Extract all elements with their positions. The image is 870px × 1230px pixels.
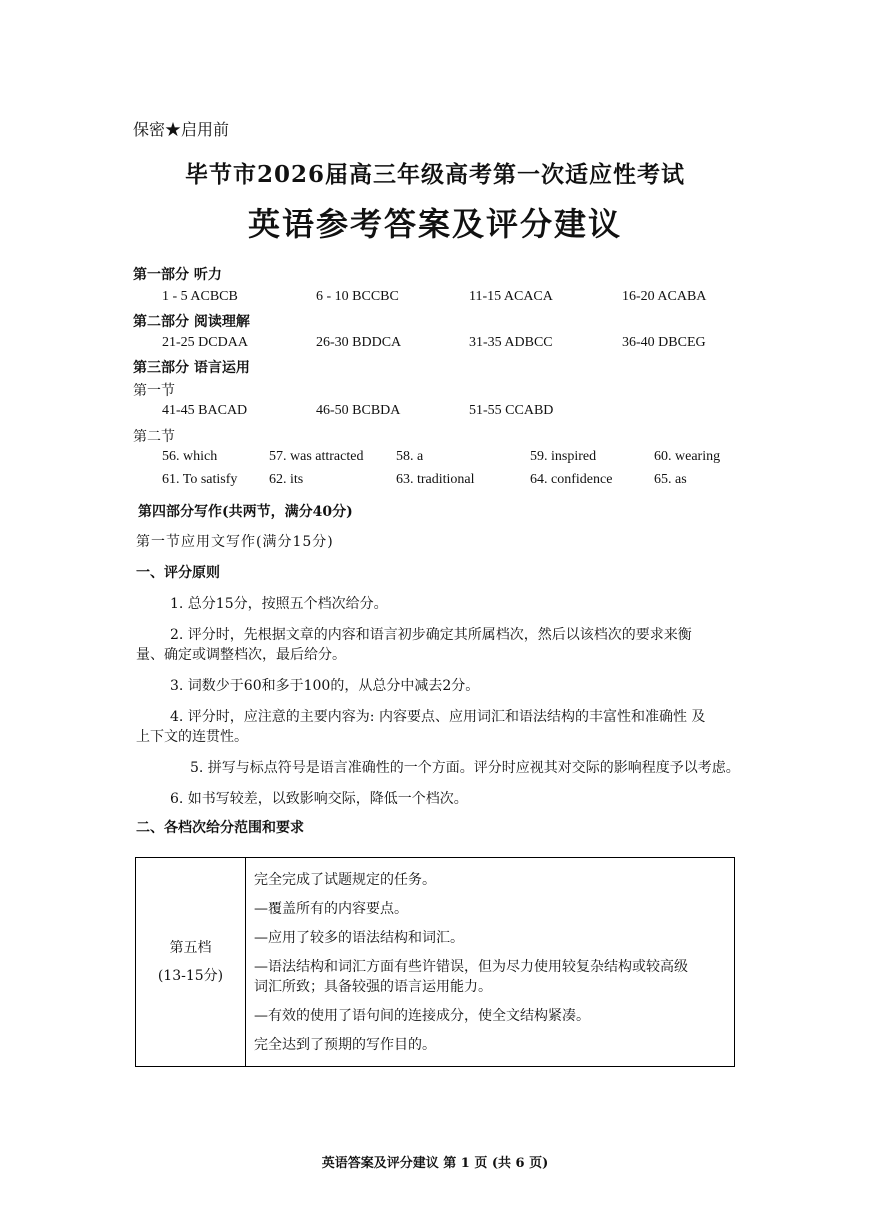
answer-group: 6 - 10 BCCBC [316,289,399,304]
answer-group: 51-55 CCABD [469,403,554,418]
requirement-item: —语法结构和词汇方面有些许错误，但为尽力使用较复杂结构或较高级 词汇所致；具备较强的语言运用能力。 [254,958,688,995]
fill-answer: 60. wearing [654,449,721,464]
requirement-item: —应用了较多的语法结构和词汇。 [254,929,464,946]
part4-heading: 第四部分写作(共两节，满分40分) [138,504,353,520]
section1-label: 第一节 [133,383,175,399]
answer-group: 46-50 BCBDA [316,403,401,418]
section2-label: 第二节 [133,429,175,445]
fill-answer: 64. confidence [530,472,613,487]
principle-item: 3. 词数少于60和多于100的，从总分中减去2分。 [170,678,480,694]
part1-heading: 第一部分 听力 [133,267,222,283]
part3-heading: 第三部分 语言运用 [133,360,250,376]
requirement-item: —有效的使用了语句间的连接成分，使全文结构紧凑。 [254,1007,590,1024]
fill-answer: 61. To satisfy [162,472,238,487]
answer-group: 26-30 BDDCA [316,335,402,350]
principle-item: 4. 评分时，应注意的主要内容为: 内容要点、应用词汇和语法结构的丰富性和准确性 及 [170,709,706,725]
answer-group: 41-45 BACAD [162,403,248,418]
page-footer: 英语答案及评分建议 第 1 页 (共 6 页) [321,1156,549,1171]
answer-group: 16-20 ACABA [622,289,707,304]
levels-heading: 二、各档次给分范围和要求 [136,820,304,836]
confidential-label: 保密★启用前 [133,120,230,139]
fill-answer: 57. was attracted [269,449,364,464]
grading-table [135,857,735,1067]
answer-group: 31-35 ADBCC [469,335,553,350]
requirements-cell [246,858,735,1067]
fill-answer: 56. which [162,449,218,464]
principle-item-continued: 量、确定或调整档次，最后给分。 [136,647,346,663]
principle-item: 6. 如书写较差，以致影响交际，降低一个档次。 [170,791,468,807]
fill-answer: 63. traditional [396,472,475,487]
requirement-item: 完全完成了试题规定的任务。 [254,871,436,888]
fill-answer: 58. a [396,449,424,464]
answer-group: 21-25 DCDAA [162,335,248,350]
fill-answer: 62. its [269,472,304,487]
requirement-item: 完全达到了预期的写作目的。 [254,1036,436,1053]
level-cell [136,858,246,1067]
level-range: (13-15分) [157,968,224,984]
principle-item: 1. 总分15分，按照五个档次给分。 [170,596,388,612]
writing-section1-heading: 第一节应用文写作(满分15分) [136,534,334,550]
principle-item: 2. 评分时，先根据文章的内容和语言初步确定其所属档次，然后以该档次的要求来衡 [170,627,692,643]
answer-group: 1 - 5 ACBCB [162,289,238,304]
principles-heading: 一、评分原则 [136,565,220,581]
requirement-item: —覆盖所有的内容要点。 [254,900,408,917]
principle-item-continued: 上下文的连贯性。 [136,729,248,745]
document-title: 英语参考答案及评分建议 [247,205,622,243]
answer-group: 11-15 ACACA [469,289,553,304]
fill-answer: 59. inspired [530,449,597,464]
level-name: 第五档 [169,940,212,956]
exam-title: 毕节市2026届高三年级高考第一次适应性考试 [184,161,685,188]
fill-answer: 65. as [654,472,687,487]
table-row [136,858,735,1067]
principle-item: 5. 拼写与标点符号是语言准确性的一个方面。评分时应视其对交际的影响程度予以考虑。 [190,760,740,776]
part2-heading: 第二部分 阅读理解 [133,314,250,330]
answer-group: 36-40 DBCEG [622,335,706,350]
